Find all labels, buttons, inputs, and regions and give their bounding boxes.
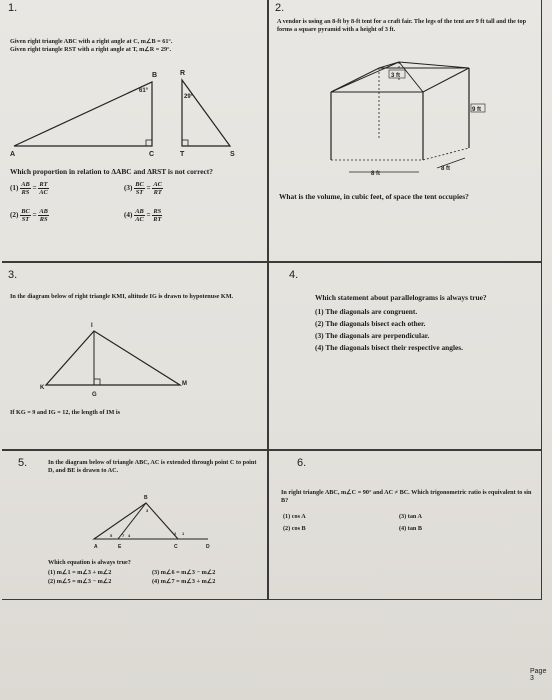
page-number: Page 3 bbox=[530, 668, 547, 682]
option-4: (4) m∠7 = m∠3 + m∠2 bbox=[152, 578, 216, 585]
problem-text: In the diagram below of right triangle KMI, altitude IG is drawn to hypotenuse KM. bbox=[10, 293, 234, 300]
label-D: D bbox=[206, 544, 210, 550]
label-C: C bbox=[149, 151, 155, 158]
question-2-cell bbox=[268, 0, 542, 262]
question-number: 4. bbox=[289, 269, 299, 281]
question-number: 3. bbox=[8, 269, 18, 281]
option-1: (1) The diagonals are congruent. bbox=[315, 307, 418, 316]
leg-label: 9 ft bbox=[472, 107, 481, 113]
label-R: R bbox=[180, 70, 186, 77]
question-6-cell bbox=[268, 450, 542, 600]
triangle-abc-diagram bbox=[2, 495, 268, 555]
problem-text: In the diagram below of triangle ABC, AC is extended through point C to point D, and BE is drawn to AC. bbox=[48, 459, 257, 474]
label-C: C bbox=[174, 544, 178, 550]
width-label-1: 8 ft bbox=[371, 171, 380, 177]
option-2: (2) The diagonals bisect each other. bbox=[315, 319, 426, 328]
question-number: 6. bbox=[297, 457, 307, 469]
question-3-cell bbox=[2, 262, 268, 450]
problem-text: In right triangle ABC, m∠C = 90° and AC ≠ BC. Which trigonometric ratio is equivalent to sin B? bbox=[281, 489, 532, 504]
label-I: I bbox=[91, 323, 93, 329]
option-1: (1) $\frac{AB}{RS}$ = $\frac{RT}{AC}$ bbox=[10, 181, 48, 196]
tent-diagram bbox=[269, 60, 543, 190]
option-4: (4) The diagonals bisect their respective angles. bbox=[315, 343, 464, 352]
angle-B: 61° bbox=[139, 88, 149, 94]
label-T: T bbox=[180, 151, 185, 158]
option-3: (3) m∠6 = m∠3 − m∠2 bbox=[152, 569, 216, 576]
question-number: 2. bbox=[275, 2, 285, 14]
width-label-2: 8 ft bbox=[441, 166, 450, 172]
label-B: B bbox=[152, 72, 158, 79]
label-K: K bbox=[40, 385, 45, 391]
label-A: A bbox=[10, 151, 16, 158]
triangles-diagram bbox=[2, 60, 268, 170]
label-E: E bbox=[118, 544, 122, 550]
label-S: S bbox=[230, 151, 235, 158]
triangle-kmi-diagram bbox=[2, 323, 268, 403]
option-1: (1) m∠1 = m∠3 + m∠2 bbox=[48, 569, 112, 576]
option-2: (2) m∠5 = m∠3 − m∠2 bbox=[48, 578, 112, 585]
question-1-cell bbox=[2, 0, 268, 262]
label-A: A bbox=[94, 544, 98, 550]
question-5-cell bbox=[2, 450, 268, 600]
question-text: Which statement about parallelograms is always true? bbox=[315, 293, 487, 302]
angle-4: 4 bbox=[128, 533, 131, 538]
angle-R: 29° bbox=[184, 94, 194, 100]
question-number: 5. bbox=[18, 457, 28, 469]
angle-1: 1 bbox=[182, 531, 185, 536]
option-4: (4) tan B bbox=[399, 525, 423, 532]
label-G: G bbox=[92, 392, 97, 398]
label-B: B bbox=[144, 495, 148, 501]
label-M: M bbox=[182, 381, 187, 387]
option-3: (3) $\frac{BC}{ST}$ = $\frac{AC}{RT}$ bbox=[124, 181, 162, 196]
question-text: If KG = 9 and IG = 12, the length of IM is bbox=[10, 409, 121, 416]
option-2: (2) $\frac{BC}{ST}$ = $\frac{AB}{RS}$ bbox=[10, 208, 48, 223]
question-text: Which equation is always true? bbox=[48, 559, 131, 566]
angle-2: 2 bbox=[174, 531, 177, 536]
option-3: (3) The diagonals are perpendicular. bbox=[315, 331, 430, 340]
question-text: What is the volume, in cubic feet, of space the tent occupies? bbox=[279, 192, 469, 201]
option-3: (3) tan A bbox=[399, 513, 423, 520]
question-number: 1. bbox=[8, 2, 18, 14]
given-line-1: Given right triangle ABC with a right angle at C, m∠B = 61°. bbox=[10, 38, 173, 45]
height-label: 3 ft bbox=[391, 73, 400, 79]
angle-3: 3 bbox=[146, 508, 149, 513]
option-2: (2) cos B bbox=[283, 525, 306, 532]
option-4: (4) $\frac{AB}{AC}$ = $\frac{RS}{RT}$ bbox=[124, 208, 162, 223]
option-1: (1) cos A bbox=[283, 513, 306, 520]
question-4-cell bbox=[268, 262, 542, 450]
angle-7: 7 bbox=[122, 533, 125, 538]
given-line-2: Given right triangle RST with a right angle at T, m∠R = 29°. bbox=[10, 46, 172, 53]
question-text: Which proportion in relation to ΔABC and ΔRST is not correct? bbox=[10, 167, 213, 176]
angle-5: 5 bbox=[110, 533, 113, 538]
problem-text: A vendor is using an 8-ft by 8-ft tent for a craft fair. The legs of the tent are 9 ft tall and the top forms a square pyramid with a height of 3 ft. bbox=[277, 18, 527, 33]
